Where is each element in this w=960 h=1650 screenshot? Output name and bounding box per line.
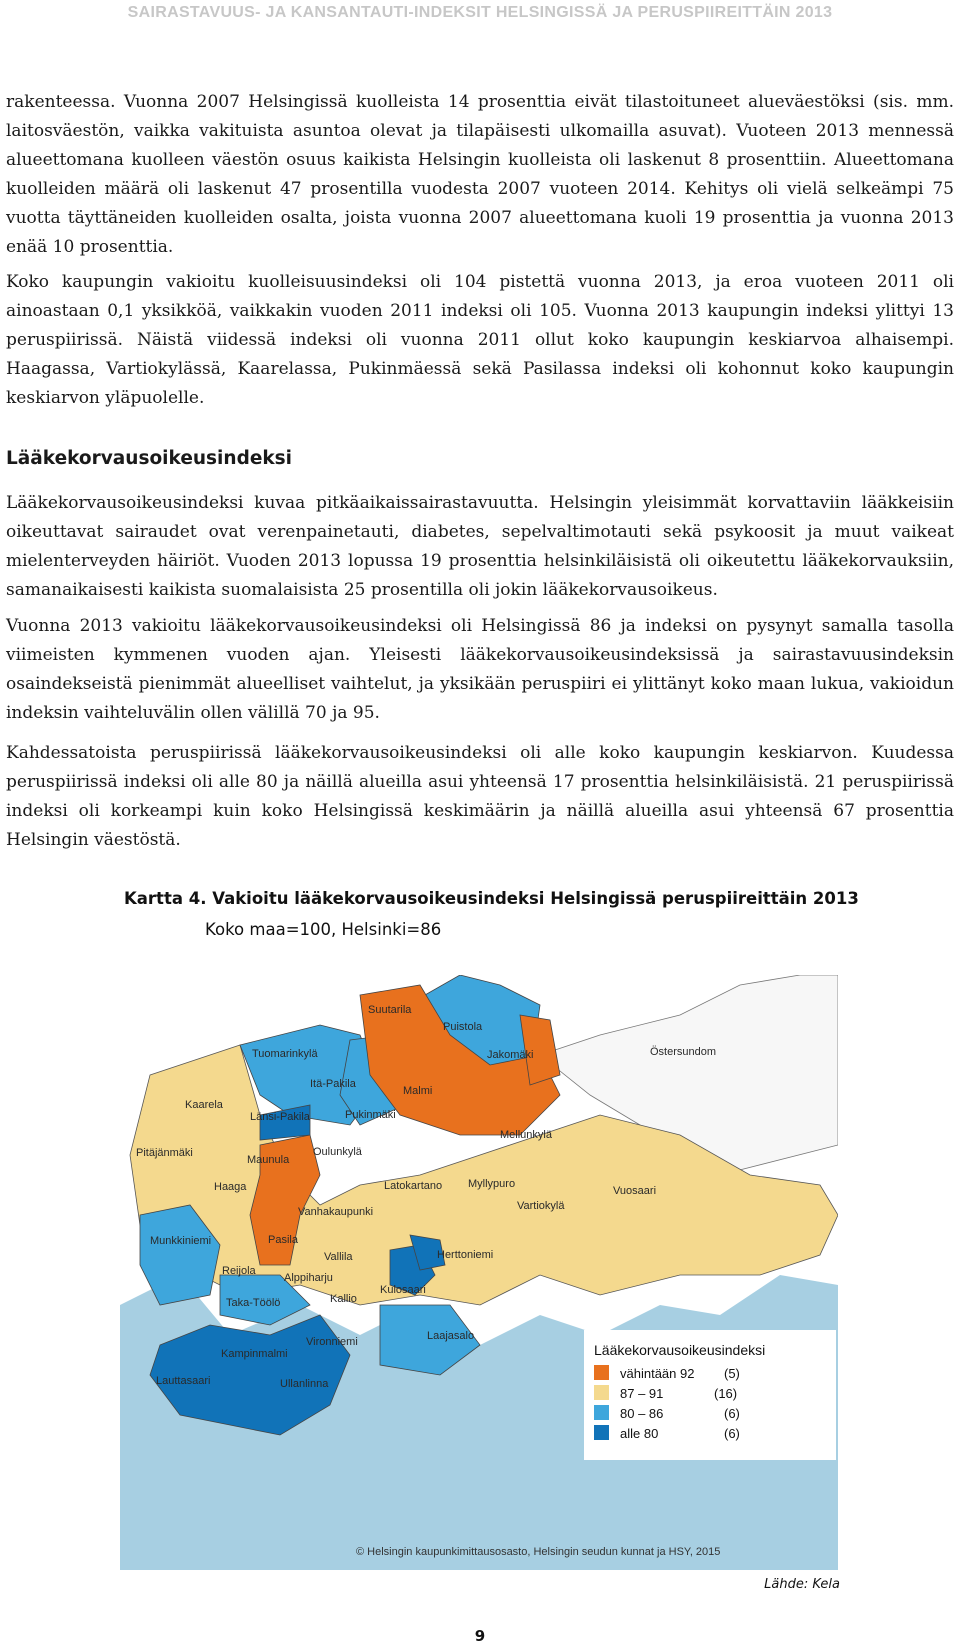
source-note: Lähde: Kela xyxy=(764,1577,840,1592)
paragraph-2: Koko kaupungin vakioitu kuolleisuusindeksi oli 104 pistettä vuonna 2013, ja eroa vuoteen 2011 oli ainoastaan 0,1 yksikköä, vaikkakin vuoden 2011 indeksi oli 105. Vuonna 2013 kaupungin indeksi ylittyi 13 peruspiirissä. Näistä viidessä indeksi oli vuonna 2011 ollut koko kaupungin keskiarvoa alhaisempi. Haagassa, Vartiokylässä, Kaarelassa, Pukinmäessä sekä Pasilassa indeksi oli kohonnut koko kaupungin keskiarvon yläpuolelle. xyxy=(6,272,954,408)
district-label: Länsi-Pakila xyxy=(250,1111,310,1123)
district-label: Östersundom xyxy=(650,1046,717,1058)
district-label: Kaarela xyxy=(185,1099,223,1111)
legend-label: 87 – 91 xyxy=(620,1386,664,1401)
page-header: SAIRASTAVUUS- JA KANSANTAUTI-INDEKSIT HELSINGISSÄ JA PERUSPIIREITTÄIN 2013 xyxy=(127,4,833,21)
district-label: Tuomarinkylä xyxy=(252,1048,318,1060)
district-label: Kampinmalmi xyxy=(221,1348,288,1360)
legend-label: 80 – 86 xyxy=(620,1406,664,1421)
district-label: Vartiokylä xyxy=(517,1200,565,1212)
district-map xyxy=(120,975,838,1570)
district-label: Kallio xyxy=(330,1293,357,1305)
district-label: Reijola xyxy=(222,1265,256,1277)
legend-label: alle 80 xyxy=(620,1426,659,1441)
district-label: Vanhakaupunki xyxy=(298,1206,374,1218)
district-label: Pasila xyxy=(268,1234,298,1246)
district-label: Laajasalo xyxy=(427,1330,475,1342)
district-label: Herttoniemi xyxy=(437,1249,494,1261)
district-label: Vironniemi xyxy=(306,1336,358,1348)
legend-label: vähintään 92 xyxy=(620,1366,695,1381)
map-subtitle: Koko maa=100, Helsinki=86 xyxy=(205,920,442,939)
paragraph-1: rakenteessa. Vuonna 2007 Helsingissä kuolleista 14 prosenttia eivät tilastoituneet alueväestöksi (sis. mm. laitosväestön, vaikka vakituista asuntoa olevat ja tilapäisesti ulkomailla asuvat). Vuoteen 2013 mennessä alueettomana kuolleen väestön osuus kaikista Helsingin kuolleista oli laskenut 8 prosenttiin. Alueettomana kuolleiden määrä oli laskenut 47 prosentilla vuodesta 2007 vuoteen 2014. Kehitys oli vielä selkeämpi 75 vuotta täyttäneiden kuolleiden osalta, joista vuonna 2007 alueettomana kuoli 19 prosenttia ja vuonna 2013 enää 10 prosenttia. xyxy=(6,92,954,257)
paragraph-5: Kahdessatoista peruspiirissä lääkekorvausoikeusindeksi oli alle koko kaupungin keskiarvon. Kuudessa peruspiirissä indeksi oli alle 80 ja näillä alueilla asui yhteensä 17 prosenttia helsinkiläisistä. 21 peruspiirissä indeksi oli korkeampi kuin koko Helsingissä keskimäärin ja näillä alueilla asui yhteensä 67 prosenttia Helsingin väestöstä. xyxy=(6,743,954,850)
legend-title: Lääkekorvausoikeusindeksi xyxy=(594,1342,766,1358)
district-label: Malmi xyxy=(403,1085,433,1097)
district-label: Vuosaari xyxy=(613,1185,657,1197)
district-label: Kulosaari xyxy=(380,1284,426,1296)
legend-count: (6) xyxy=(724,1406,740,1421)
district-label: Mellunkylä xyxy=(500,1129,552,1141)
district-label: Oulunkylä xyxy=(313,1146,362,1158)
district-label: Taka-Töölö xyxy=(226,1297,281,1309)
district-label: Haaga xyxy=(214,1181,247,1193)
paragraph-4: Vuonna 2013 vakioitu lääkekorvausoikeusindeksi oli Helsingissä 86 ja indeksi on pysynyt samalla tasolla viimeisten kymmenen vuoden ajan. Yleisesti lääkekorvausoikeusindeksissä ja sairastavuusindeksin osaindekseistä pienimmät alueelliset vaihtelut, ja yksikään peruspiiri ei ylittänyt koko maan lukua, vakioidun indeksin vaihteluvälin ollen välillä 70 ja 95. xyxy=(6,616,954,723)
district-label: Myllypuro xyxy=(468,1178,516,1190)
page-number: 9 xyxy=(474,1627,486,1645)
district-label: Jakomäki xyxy=(487,1049,534,1061)
district-label: Latokartano xyxy=(384,1180,443,1192)
district-label: Vallila xyxy=(324,1251,353,1263)
legend-swatch xyxy=(594,1385,609,1400)
district-label: Maunula xyxy=(247,1154,290,1166)
legend-swatch xyxy=(594,1425,609,1440)
legend-swatch xyxy=(594,1365,609,1380)
district-label: Pitäjänmäki xyxy=(136,1147,193,1159)
district-label: Lauttasaari xyxy=(156,1375,211,1387)
legend-count: (6) xyxy=(724,1426,740,1441)
district-label: Ullanlinna xyxy=(280,1378,329,1390)
map-svg xyxy=(120,975,838,1570)
map-title: Kartta 4. Vakioitu lääkekorvausoikeusindeksi Helsingissä peruspiireittäin 2013 xyxy=(124,889,859,908)
paragraph-3: Lääkekorvausoikeusindeksi kuvaa pitkäaikaissairastavuutta. Helsingin yleisimmät korvattaviin lääkkeisiin oikeuttavat sairaudet ovat verenpainetauti, diabetes, sepelvaltimotauti sekä psykoosit ja muut vaikeat mielenterveyden häiriöt. Vuoden 2013 lopussa 19 prosenttia helsinkiläisistä oli oikeutettu lääkekorvauksiin, samanaikaisesti kaikista suomalaisista 25 prosentilla oli jokin lääkekorvausoikeus. xyxy=(6,493,954,600)
map-copyright: © Helsingin kaupunkimittausosasto, Helsingin seudun kunnat ja HSY, 2015 xyxy=(356,1546,721,1558)
district-label: Alppiharju xyxy=(284,1272,333,1284)
section-heading: Lääkekorvausoikeusindeksi xyxy=(6,448,293,469)
legend-count: (5) xyxy=(724,1366,740,1381)
district-label: Suutarila xyxy=(368,1004,412,1016)
legend-count: (16) xyxy=(714,1386,738,1401)
district-label: Itä-Pakila xyxy=(310,1078,356,1090)
legend-swatch xyxy=(594,1405,609,1420)
district-label: Puistola xyxy=(443,1021,483,1033)
district-label: Pukinmäki xyxy=(345,1109,396,1121)
district-label: Munkkiniemi xyxy=(150,1235,212,1247)
